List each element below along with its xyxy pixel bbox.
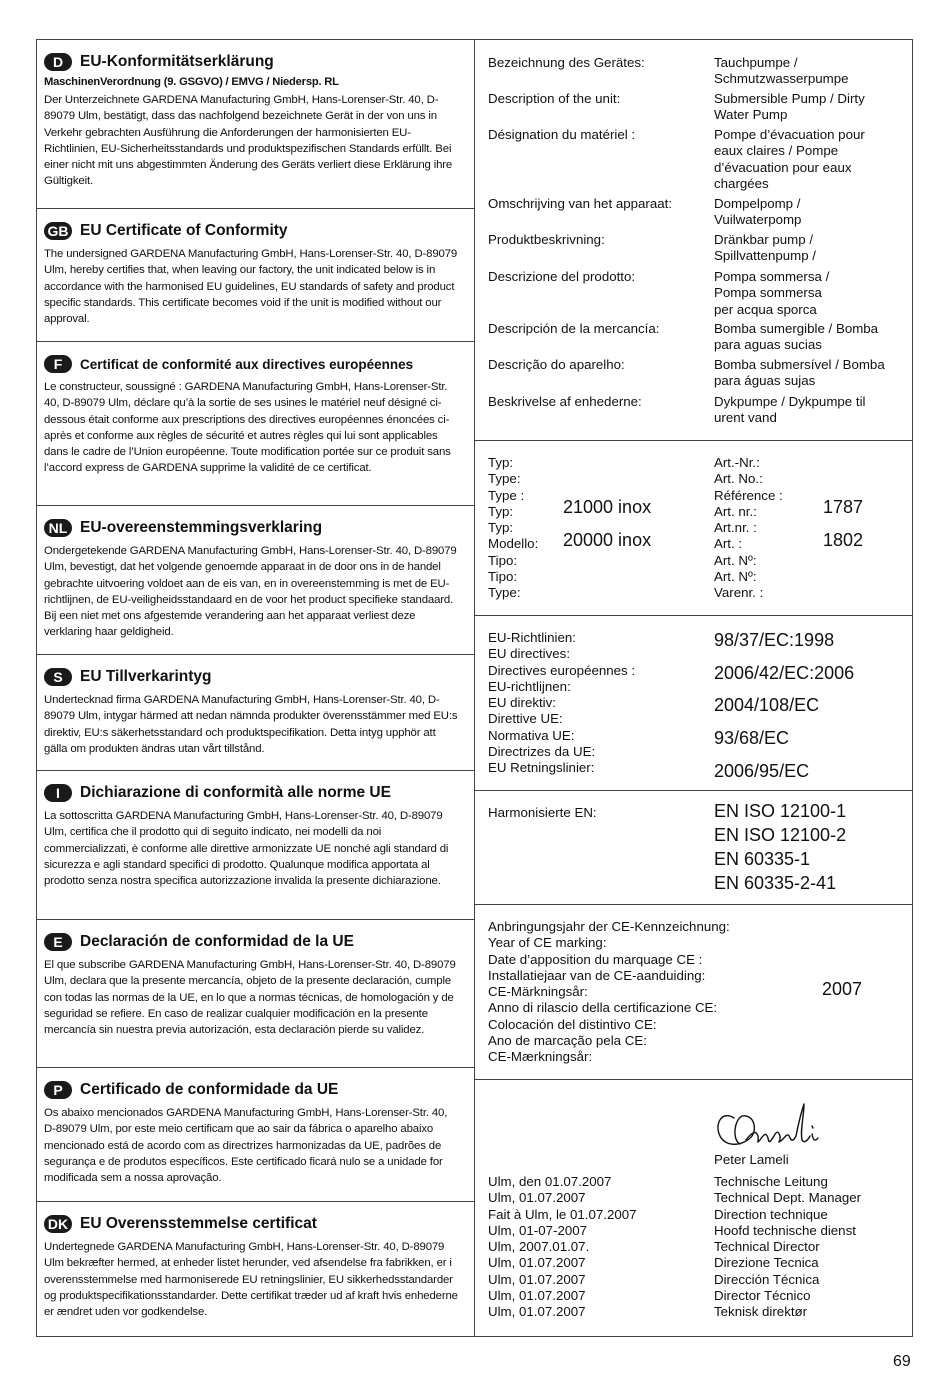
declaration-body-e: El que subscribe GARDENA Manufacturing GmbH, Hans-Lorenser-Str. 40, D-89079 Ulm, declara que la presente mercancía, objeto de la presente declaración, cumple con todas las normas de la UE, en lo que a normas técnicas, de homologación y de seguridad se refiere. En caso de realizar cualquier modificación en la presente mercancía sin nuestra previa autorización, esta declaración pierde su validez. (44, 959, 456, 1037)
declaration-title-i: Dichiarazione di conformità alle norme UE (80, 784, 391, 801)
standard-item: EN 60335-1 (714, 849, 811, 869)
directive-list (714, 624, 854, 788)
language-badge-de: D (44, 53, 72, 71)
directive-labels: EU-Richtlinien: EU directives: Directives européennes : EU-richtlijnen: EU direktiv: Direttive UE: Normativa UE: Directrizes da UE: EU Retningslinier: (488, 630, 636, 776)
ce-year: 2007 (822, 979, 863, 999)
language-badge-s: S (44, 668, 72, 686)
signature-section (475, 1080, 912, 1337)
ce-labels: Anbringungsjahr der CE-Kennzeichnung: Year of CE marking: Date d’apposition du marquage CE : Installatiejaar van de CE-aanduiding: CE-Märkningsår: Anno di rilascio della certificazione CE: Colocación del distintivo CE: Ano de marcação pela CE: CE-Mærkningsår: (488, 919, 730, 1065)
declaration-title-gb: EU Certificate of Conformity (80, 222, 288, 239)
article-number: 1787 (823, 497, 864, 517)
declaration-de (37, 40, 474, 209)
declaration-body-dk: Undertegnede GARDENA Manufacturing GmbH, Hans-Lorenser-Str. 40, D-89079 Ulm bekræfter hermed, at enheder listet herunder, ved afsendelse fra fabrikken, er i overensstemmelse med harmoniserede EU retningslinier, EU sikkerhedsstandarder og produktspecifikationsstandarder. Dette certifikat træder ud af kraft hvis enhederne er ændret uden vor godkendelse. (44, 1241, 458, 1319)
designation-label: Descrição do aparelho: (488, 357, 625, 372)
model-name: 21000 inox (563, 497, 652, 517)
declaration-i (37, 771, 474, 920)
signer-name: Peter Lameli (714, 1152, 789, 1167)
unit-designation-section (475, 40, 912, 441)
declaration-title-nl: EU-overeenstemmingsverklaring (80, 519, 323, 536)
harmonised-standards-section (475, 791, 912, 905)
signer-title-list: Technische Leitung Technical Dept. Manager Direction technique Hoofd technische dienst Technical Director Direzione Tecnica Dirección Técnica Director Técnico Teknisk direktør (714, 1174, 862, 1320)
declaration-body-i: La sottoscritta GARDENA Manufacturing GmbH, Hans-Lorenser-Str. 40, D-89079 Ulm, certifica che il prodotto qui di seguito indicato, nei modelli da noi commercializzati, è conforme alle direttive armonizzate UE nonché agli standard di sicurezza e agli standard specifici di prodotto. Qualunque modifica apportata al prodotto senza nostra specifica autorizzazione invalida la presente dichiarazione. (44, 810, 449, 888)
designation-label: Bezeichnung des Gerätes: (488, 55, 645, 70)
declaration-s (37, 655, 474, 771)
designation-label: Description of the unit: (488, 91, 621, 106)
directives-section (475, 616, 912, 791)
designation-label: Omschrijving van het apparaat: (488, 196, 673, 211)
language-declarations-column (37, 40, 475, 1336)
type-article-section (475, 441, 912, 616)
declaration-body-de: Der Unterzeichnete GARDENA Manufacturing GmbH, Hans-Lorenser-Str. 40, D-89079 Ulm, bestätigt, dass das nachfolgend bezeichnete Gerät in der von uns in Verkehr gebrachten Ausführung die Anforderungen der harmonisierten EU-Richtlinien, EU-Sicherheitsstandards und produktspezifischen Standards erfüllt. Bei einer nicht mit uns abgestimmten Änderung des Geräts verliert diese Erklärung ihre Gültigkeit. (44, 94, 453, 188)
declaration-nl (37, 506, 474, 655)
standard-item: EN ISO 12100-1 (714, 801, 847, 821)
designation-label: Désignation du matériel : (488, 127, 636, 142)
directive-item: 2004/108/EC (714, 695, 820, 716)
directive-item: 93/68/EC (714, 728, 790, 749)
model-name: 20000 inox (563, 530, 652, 550)
designation-value: Dompelpomp / Vuilwaterpomp (714, 196, 802, 228)
declaration-e (37, 920, 474, 1068)
declaration-body-s: Undertecknad firma GARDENA Manufacturing GmbH, Hans-Lorenser-Str. 40, D-89079 Ulm, intygar härmed att nedan nämnda produkter överensstämmer med EU:s direktiv, EU:s säkerhetsstandard och produktspecifikation. Detta intyg upphör att gälla om produkten ändras utan vårt tillstånd. (44, 694, 458, 755)
designation-label: Beskrivelse af enhederne: (488, 394, 642, 409)
language-badge-e: E (44, 933, 72, 951)
designation-value: Dränkbar pump / Spillvattenpump / (714, 232, 816, 264)
designation-label: Produktbeskrivning: (488, 232, 605, 247)
designation-value: Pompa sommersa / Pompa sommersa per acqua sporca (714, 269, 830, 317)
declaration-body-nl: Ondergetekende GARDENA Manufacturing GmbH, Hans-Lorenser-Str. 40, D-89079 Ulm, bevestigt, dat het volgende genoemde apparaat in de door ons in de handel gebrachte uitvoering voldoet aan de eis van, en in overeenstemming is met de EU-richtlijnen, de EU-veiligheidsstandaard en de voor het product specifieke standaard. Bij een niet met ons afgestemde verandering aan het apparaat verliest deze verklaring haar geldigheid. (44, 545, 457, 639)
designation-label: Descrizione del prodotto: (488, 269, 636, 284)
declaration-frame (36, 39, 913, 1337)
declaration-title-e: Declaración de conformidad de la UE (80, 933, 354, 950)
designation-value: Dykpumpe / Dykpumpe til urent vand (714, 394, 866, 426)
declaration-title-f: Certificat de conformité aux directives européennes (80, 356, 414, 372)
designation-value: Tauchpumpe / Schmutzwasserpumpe (714, 55, 849, 87)
language-badge-i: I (44, 784, 72, 802)
declaration-body-p: Os abaixo mencionados GARDENA Manufacturing GmbH, Hans-Lorenser-Str. 40, D-89079 Ulm, por este meio certificam que ao sair da fábrica o aparelho abaixo mencionado está de acordo com as directrizes harmonizadas da UE, padrões de segurança e de produtos específicos. Este certificado ficará nulo se a unidade for modificada sem a nossa aprovação. (44, 1107, 448, 1185)
page-number: 69 (893, 1353, 911, 1370)
product-details-column (475, 40, 912, 1336)
declaration-title-s: EU Tillverkarintyg (80, 668, 212, 685)
directive-item: 98/37/EC:1998 (714, 630, 835, 650)
designation-value: Pompe d’évacuation pour eaux claires / Pompe d’évacuation pour eaux chargées (714, 127, 865, 191)
handwritten-signature (712, 1096, 822, 1154)
ce-marking-section (475, 905, 912, 1080)
designation-value: Bomba sumergible / Bomba para aguas sucias (714, 321, 879, 353)
designation-value: Bomba submersível / Bomba para águas sujas (714, 357, 885, 389)
place-date-list: Ulm, den 01.07.2007 Ulm, 01.07.2007 Fait à Ulm, le 01.07.2007 Ulm, 01-07-2007 Ulm, 2007.01.07. Ulm, 01.07.2007 Ulm, 01.07.2007 Ulm, 01.07.2007 Ulm, 01.07.2007 (488, 1174, 637, 1320)
declaration-dk (37, 1202, 474, 1337)
declaration-title-p: Certificado de conformidade da UE (80, 1081, 339, 1098)
declaration-body-gb: The undersigned GARDENA Manufacturing GmbH, Hans-Lorenser-Str. 40, D-89079 Ulm, hereby certifies that, when leaving our factory, the unit indicated below is in accordance with the harmonised EU guidelines, EU standards of safety and product specific standards. This certificate becomes void if the unit is modified without our approval. (44, 248, 458, 326)
type-labels: Typ: Type: Type : Typ: Typ: Modello: Tipo: Tipo: Type: (488, 455, 539, 601)
harmonised-label: Harmonisierte EN: (488, 805, 597, 820)
directive-item: 2006/42/EC:2006 (714, 662, 855, 683)
language-badge-f: F (44, 355, 72, 373)
declaration-body-f: Le constructeur, soussigné : GARDENA Manufacturing GmbH, Hans-Lorenser-Str. 40, D-89079 Ulm, déclare qu’à la sortie de ses usines le matériel neuf désigné ci-dessous était conforme aux prescriptions des directives européennes énoncées ci-après et conforme aux règles de sécurité et autres règles qui lui sont applicables dans le cadre de l’Union européenne. Toute modification portée sur ce produit sans l’accord express de GARDENA supprime la validité de ce certificat. (44, 381, 451, 475)
article-number: 1802 (823, 530, 864, 550)
declaration-f (37, 342, 474, 506)
language-badge-nl: NL (44, 519, 72, 537)
designation-value: Submersible Pump / Dirty Water Pump (714, 91, 865, 123)
language-badge-dk: DK (44, 1215, 72, 1233)
directive-item: 2006/95/EC (714, 760, 810, 781)
standard-item: EN ISO 12100-2 (714, 825, 847, 845)
designation-label: Descripción de la mercancía: (488, 321, 660, 336)
declaration-subtitle-de: MaschinenVerordnung (9. GSGVO) / EMVG / Niedersp. RL (44, 76, 339, 88)
declaration-gb (37, 209, 474, 342)
harmonised-list (714, 799, 846, 895)
article-labels: Art.-Nr.: Art. No.: Référence : Art. nr.: Art.nr. : Art. : Art. Nº: Art. Nº: Varenr. : (714, 455, 783, 601)
language-badge-p: P (44, 1081, 72, 1099)
declaration-p (37, 1068, 474, 1202)
declaration-title-de: EU-Konformitätserklärung (80, 53, 274, 70)
language-badge-gb: GB (44, 222, 72, 240)
standard-item: EN 60335-2-41 (714, 873, 837, 893)
declaration-title-dk: EU Overensstemmelse certificat (80, 1215, 317, 1232)
